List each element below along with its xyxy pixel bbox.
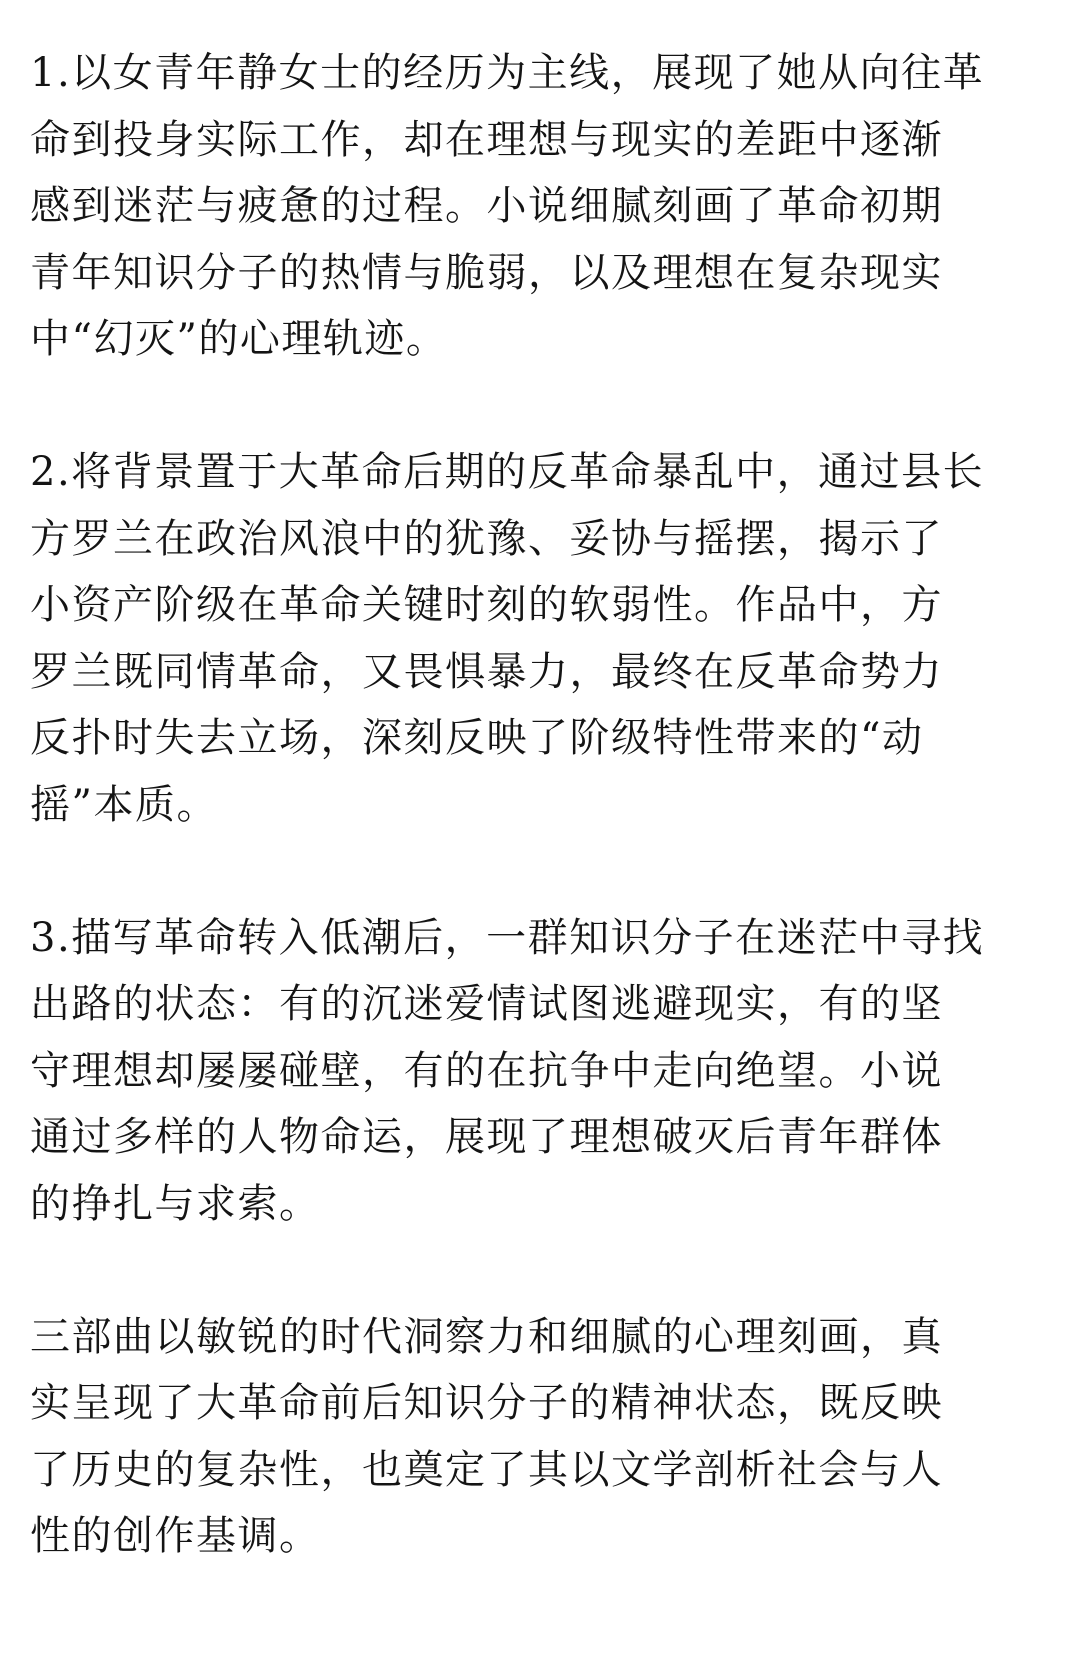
text-line: 实呈现了大革命前后知识分子的精神状态，既反映 [30, 1380, 943, 1426]
document-body [30, 40, 1005, 1636]
text-line: 小资产阶级在革命关键时刻的软弱性。作品中，方 [30, 582, 943, 628]
text-line: 罗兰既同情革命，又畏惧暴力，最终在反革命势力 [30, 648, 943, 695]
text-line: 摇”本质。 [30, 781, 218, 828]
text-line: 三部曲以敏锐的时代洞察力和细腻的心理刻画，真 [30, 1313, 943, 1360]
text-line: 感到迷茫与疲惫的过程。小说细腻刻画了革命初期 [30, 183, 943, 229]
text-line: 方罗兰在政治风浪中的犹豫、妥协与摇摆，揭示了 [30, 515, 943, 562]
paragraph-2 [30, 439, 1005, 838]
paragraph-1 [30, 40, 1005, 373]
text-line: 命到投身实际工作，却在理想与现实的差距中逐渐 [30, 116, 943, 163]
paragraph-4 [30, 1304, 1005, 1570]
text-line: 了历史的复杂性，也奠定了其以文学剖析社会与人 [30, 1446, 943, 1493]
text-line: 2.将背景置于大革命后期的反革命暴乱中，通过县长 [30, 449, 985, 495]
text-line: 出路的状态：有的沉迷爱情试图逃避现实，有的坚 [30, 981, 943, 1027]
text-line: 性的创作基调。 [30, 1513, 321, 1559]
paragraph-3 [30, 905, 1005, 1238]
text-line: 青年知识分子的热情与脆弱，以及理想在复杂现实 [30, 249, 943, 296]
text-line: 反扑时失去立场，深刻反映了阶级特性带来的“动 [30, 715, 924, 761]
text-line: 1.以女青年静女士的经历为主线，展现了她从向往革 [30, 50, 985, 96]
text-line: 的挣扎与求索。 [30, 1180, 321, 1227]
text-line: 3.描写革命转入低潮后，一群知识分子在迷茫中寻找 [30, 914, 985, 961]
text-line: 通过多样的人物命运，展现了理想破灭后青年群体 [30, 1114, 943, 1160]
text-line: 守理想却屡屡碰壁，有的在抗争中走向绝望。小说 [30, 1047, 943, 1094]
text-line: 中“幻灭”的心理轨迹。 [30, 316, 448, 362]
